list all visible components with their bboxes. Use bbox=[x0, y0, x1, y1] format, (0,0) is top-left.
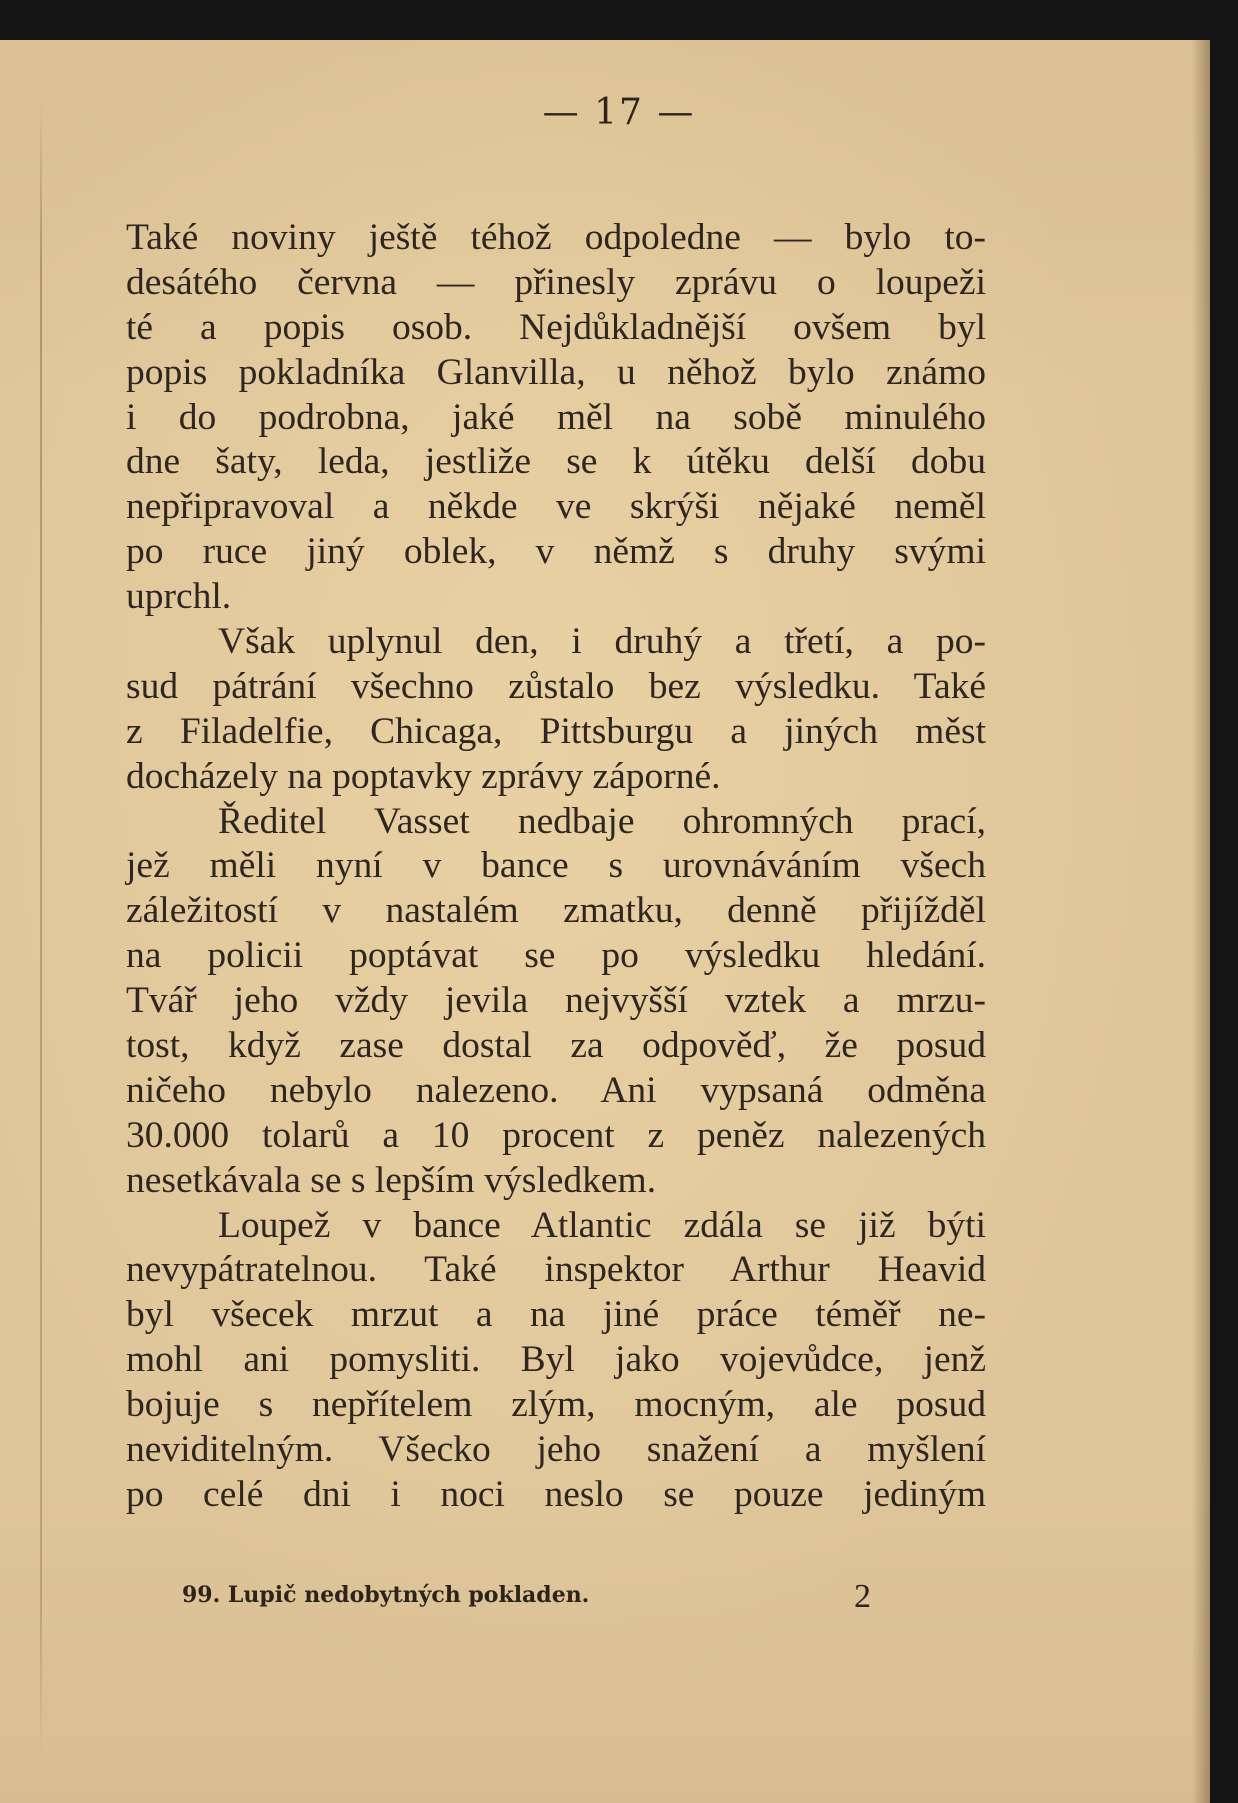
page-number: — 17 — bbox=[542, 92, 696, 133]
text-line: neviditelným. Všecko jeho snažení a myšlení bbox=[126, 1429, 986, 1471]
text-line: sud pátrání všechno zůstalo bez výsledku. Také bbox=[126, 665, 986, 707]
text-line: jež měli nyní v bance s urovnáváním všech bbox=[126, 845, 986, 887]
text-line: byl všecek mrzut a na jiné práce téměř ne- bbox=[126, 1294, 986, 1336]
text-line: i do podrobna, jaké měl na sobě minulého bbox=[126, 396, 986, 438]
page-edge-shadow bbox=[1192, 40, 1210, 1803]
text-line: na policii poptávat se po výsledku hledání. bbox=[126, 935, 986, 977]
text-line: záležitostí v nastalém zmatku, denně přijížděl bbox=[126, 890, 986, 932]
text-line: Také noviny ještě téhož odpoledne — bylo to- bbox=[126, 217, 986, 258]
text-line: 30.000 tolarů a 10 procent z peněz nalezených bbox=[126, 1114, 986, 1156]
text-line: dne šaty, leda, jestliže se k útěku delší dobu bbox=[126, 441, 986, 483]
text-line: té a popis osob. Nejdůkladnější ovšem byl bbox=[126, 306, 986, 348]
text-line: Loupež v bance Atlantic zdála se již býti bbox=[218, 1204, 986, 1246]
text-line: docházely na poptavky zprávy záporné. bbox=[126, 755, 721, 797]
body-text bbox=[126, 216, 986, 1518]
book-title-footer: 99. Lupič nedobytných pokladen. bbox=[182, 1582, 590, 1608]
signature-mark: 2 bbox=[854, 1578, 871, 1615]
text-line: bojuje s nepřítelem zlým, mocným, ale posud bbox=[126, 1384, 986, 1426]
paragraph bbox=[126, 800, 986, 1204]
text-line: popis pokladníka Glanvilla, u něhož bylo známo bbox=[126, 351, 986, 393]
text-line: po ruce jiný oblek, v němž s druhy svými bbox=[126, 531, 986, 573]
text-line: nesetkávala se s lepším výsledkem. bbox=[126, 1159, 657, 1201]
text-line: mohl ani pomysliti. Byl jako vojevůdce, jenž bbox=[126, 1339, 986, 1381]
text-line: z Filadelfie, Chicaga, Pittsburgu a jiných měst bbox=[126, 710, 986, 752]
text-line: Však uplynul den, i druhý a třetí, a po- bbox=[218, 621, 986, 663]
text-line: nepřipravoval a někde ve skrýši nějaké neměl bbox=[126, 486, 986, 528]
binding-edge bbox=[40, 100, 42, 1760]
text-line: tost, když zase dostal za odpověď, že posud bbox=[126, 1025, 986, 1067]
paragraph bbox=[126, 620, 986, 800]
text-line: uprchl. bbox=[126, 576, 232, 618]
text-line: desátého června — přinesly zprávu o loupeži bbox=[126, 261, 986, 303]
text-line: ničeho nebylo nalezeno. Ani vypsaná odměna bbox=[126, 1069, 986, 1111]
text-line: po celé dni i noci neslo se pouze jediným bbox=[126, 1473, 986, 1515]
paragraph bbox=[126, 216, 986, 620]
text-line: nevypátratelnou. Také inspektor Arthur Heavid bbox=[126, 1249, 986, 1291]
text-line: Tvář jeho vždy jevila nejvyšší vztek a mrzu- bbox=[126, 980, 986, 1022]
paragraph bbox=[126, 1204, 986, 1518]
text-line: Ředitel Vasset nedbaje ohromných prací, bbox=[218, 800, 986, 842]
